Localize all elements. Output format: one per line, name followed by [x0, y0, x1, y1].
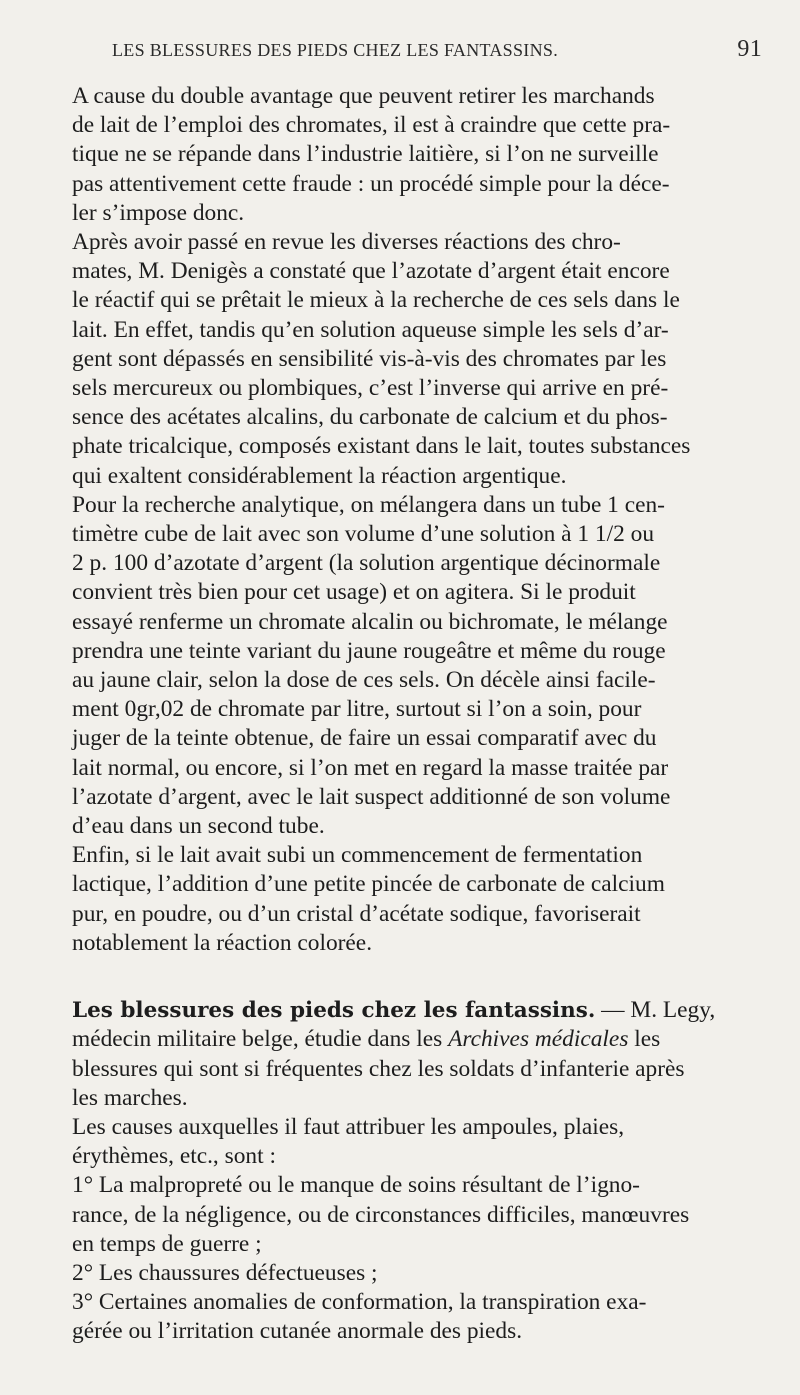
list-item-2	[46, 1259, 752, 1288]
paragraph-fermentation	[46, 841, 752, 958]
paragraph-deniges-reaction	[46, 228, 752, 491]
section-author: — M. Legy,	[595, 997, 716, 1024]
text-line: rance, de la négligence, ou de circonstances difficiles, manœuvres	[72, 1201, 690, 1228]
text-fragment: les	[628, 1026, 661, 1053]
text-line: timètre cube de lait avec son volume d’une solution à 1 1/2 ou	[72, 521, 655, 548]
text-line: lait normal, ou encore, si l’on met en regard la masse traitée par	[72, 754, 669, 781]
text-line: le réactif qui se prêtait le mieux à la recherche de ces sels dans le	[72, 287, 680, 314]
section-title: Les blessures des pieds chez les fantassins.	[72, 998, 596, 1024]
text-line: ler s’impose donc.	[72, 199, 245, 226]
list-item-3	[46, 1288, 752, 1346]
running-head	[112, 36, 762, 62]
text-line: ment 0gr,02 de chromate par litre, surtout si l’on a soin, pour	[72, 696, 642, 723]
section-gap	[46, 958, 752, 996]
page-number: 91	[737, 36, 762, 62]
journal-title: Archives médicales	[448, 1026, 629, 1053]
text-line: Pour la recherche analytique, on mélangera dans un tube 1 cen-	[72, 491, 665, 518]
text-line: 3° Certaines anomalies de conformation, la transpiration exa-	[72, 1289, 647, 1316]
text-line: au jaune clair, selon la dose de ces sels. On décèle ainsi facile-	[72, 667, 656, 694]
text-line: prendra une teinte variant du jaune rougeâtre et même du rouge	[72, 637, 666, 664]
text-line: Les causes auxquelles il faut attribuer les ampoules, plaies,	[72, 1113, 625, 1140]
section-blessures-pieds	[46, 996, 752, 1113]
text-line: blessures qui sont si fréquentes chez les soldats d’infanterie après	[72, 1055, 685, 1082]
text-line: juger de la teinte obtenue, de faire un essai comparatif avec du	[72, 725, 657, 752]
text-line: A cause du double avantage que peuvent retirer les marchands	[72, 83, 655, 109]
text-line: Enfin, si le lait avait subi un commencement de fermentation	[72, 842, 643, 869]
text-line: qui exaltent considérablement la réaction argentique.	[72, 462, 567, 489]
text-line: convient très bien pour cet usage) et on agitera. Si le produit	[72, 579, 636, 606]
text-line: 1° La malpropreté ou le manque de soins résultant de l’igno-	[72, 1172, 640, 1199]
paragraph-chromates-fraud	[46, 82, 752, 228]
paragraph-causes	[46, 1113, 752, 1171]
text-line: pas attentivement cette fraude : un procédé simple pour la déce-	[72, 170, 670, 197]
text-line: notablement la réaction colorée.	[72, 929, 373, 956]
text-line: gent sont dépassés en sensibilité vis-à-vis des chromates par les	[72, 345, 667, 372]
text-line	[46, 1025, 752, 1054]
text-line: sence des acétates alcalins, du carbonate de calcium et du phos-	[72, 404, 668, 431]
text-line: érythèmes, etc., sont :	[72, 1143, 276, 1170]
running-title: LES BLESSURES DES PIEDS CHEZ LES FANTASSINS.	[112, 40, 558, 60]
text-line: pur, en poudre, ou d’un cristal d’acétate sodique, favoriserait	[72, 900, 641, 927]
text-line: d’eau dans un second tube.	[72, 813, 325, 840]
text-line: de lait de l’emploi des chromates, il est à craindre que cette pra-	[72, 112, 671, 139]
text-line: tique ne se répande dans l’industrie laitière, si l’on ne surveille	[72, 141, 659, 168]
text-line: sels mercureux ou plombiques, c’est l’inverse qui arrive en pré-	[72, 375, 669, 402]
text-line: les marches.	[72, 1084, 188, 1111]
text-line: essayé renferme un chromate alcalin ou bichromate, le mélange	[72, 608, 668, 635]
section-heading-line	[46, 996, 752, 1025]
list-item-1	[46, 1171, 752, 1259]
text-line: lait. En effet, tandis qu’en solution aqueuse simple les sels d’ar-	[72, 316, 669, 343]
text-line: mates, M. Denigès a constaté que l’azotate d’argent était encore	[72, 258, 670, 285]
text-line: l’azotate d’argent, avec le lait suspect additionné de son volume	[72, 783, 671, 810]
text-line: Après avoir passé en revue les diverses réactions des chro-	[72, 229, 621, 256]
text-line: en temps de guerre ;	[72, 1230, 262, 1257]
text-line: phate tricalcique, composés existant dans le lait, toutes substances	[72, 433, 691, 460]
text-fragment: médecin militaire belge, étudie dans les	[72, 1026, 449, 1053]
body-text	[46, 82, 752, 1347]
text-line: gérée ou l’irritation cutanée anormale des pieds.	[72, 1318, 523, 1345]
text-line: 2° Les chaussures défectueuses ;	[72, 1259, 378, 1286]
text-line: 2 p. 100 d’azotate d’argent (la solution argentique décinormale	[72, 550, 661, 577]
paragraph-analytical-method	[46, 491, 752, 841]
text-line: lactique, l’addition d’une petite pincée de carbonate de calcium	[72, 871, 665, 898]
